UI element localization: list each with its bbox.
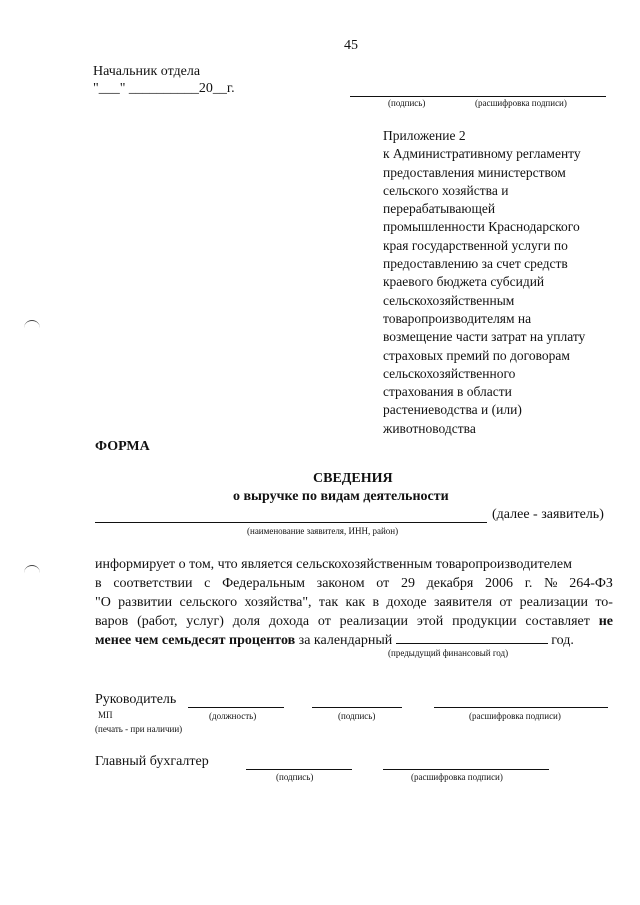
applicant-name-line bbox=[95, 522, 487, 523]
body-text: за календарный bbox=[295, 633, 396, 648]
annex-line: страхования в области bbox=[383, 384, 512, 400]
word: с bbox=[204, 576, 211, 591]
body-paragraph bbox=[95, 555, 613, 650]
annex-line: сельскохозяйственного bbox=[383, 365, 516, 381]
word: от bbox=[499, 595, 513, 610]
form-label: ФОРМА bbox=[95, 439, 150, 454]
word: заявителя bbox=[433, 595, 492, 610]
annex-line: промышленности Краснодарского bbox=[383, 219, 580, 235]
annex-line: края государственной услуги по bbox=[383, 237, 568, 253]
applicant-caption: (наименование заявителя, ИНН, район) bbox=[247, 526, 399, 536]
accountant-signature-caption: (подпись) bbox=[276, 772, 314, 782]
applicant-suffix: (далее - заявитель) bbox=[492, 507, 604, 522]
stamp-caption: (печать - при наличии) bbox=[95, 724, 183, 734]
annex-line: сельского хозяйства и bbox=[383, 182, 509, 198]
word: составляет bbox=[525, 614, 590, 629]
position-caption: (должность) bbox=[209, 711, 257, 721]
position-line bbox=[188, 707, 284, 708]
word: декабря bbox=[426, 576, 474, 591]
approval-date: "___" __________20__г. bbox=[93, 81, 235, 96]
word: (работ, bbox=[137, 614, 178, 629]
annex-line: Приложение 2 bbox=[383, 128, 466, 143]
annex-line: предоставления министерством bbox=[383, 164, 566, 180]
word: этой bbox=[416, 614, 444, 629]
document-title: СВЕДЕНИЯ bbox=[313, 471, 393, 486]
word: 2006 bbox=[485, 576, 514, 591]
word: в bbox=[95, 576, 102, 591]
annex-line: сельскохозяйственным bbox=[383, 292, 515, 308]
word: Федеральным bbox=[222, 576, 305, 591]
word: дохода bbox=[268, 614, 310, 629]
punch-mark bbox=[24, 565, 40, 576]
word: реализации bbox=[339, 614, 409, 629]
word: от bbox=[317, 614, 331, 629]
word: хозяйства", bbox=[244, 595, 312, 610]
body-line bbox=[95, 574, 613, 593]
annex-line: перерабатывающей bbox=[383, 201, 496, 217]
word: доходе bbox=[386, 595, 427, 610]
word: от bbox=[376, 576, 390, 591]
annex-line: краевого бюджета субсидий bbox=[383, 274, 545, 290]
signature-line bbox=[312, 707, 402, 708]
accountant-decode-line bbox=[383, 769, 549, 770]
word: варов bbox=[95, 614, 129, 629]
body-text: год. bbox=[547, 633, 574, 648]
annex-block bbox=[383, 127, 623, 438]
signature-caption: (подпись) bbox=[338, 711, 376, 721]
annex-line: страховых премий по договорам bbox=[383, 347, 570, 363]
body-line bbox=[95, 612, 613, 631]
bold-phrase: менее чем семьдесят процентов bbox=[95, 633, 296, 648]
word: не bbox=[598, 614, 613, 629]
word: то- bbox=[595, 595, 613, 610]
annex-line: к Административному регламенту bbox=[383, 146, 581, 162]
accountant-signature-line bbox=[246, 769, 352, 770]
document-subtitle: о выручке по видам деятельности bbox=[233, 489, 449, 504]
head-label: Руководитель bbox=[95, 692, 177, 707]
word: так bbox=[318, 595, 339, 610]
word: соответствии bbox=[113, 576, 193, 591]
decode-line bbox=[434, 707, 608, 708]
word: в bbox=[372, 595, 380, 610]
body-line bbox=[95, 631, 613, 650]
year-caption: (предыдущий финансовый год) bbox=[388, 648, 509, 658]
year-fill-line bbox=[396, 631, 548, 644]
accountant-decode-caption: (расшифровка подписи) bbox=[411, 772, 503, 782]
word: сельского bbox=[179, 595, 238, 610]
annex-line: возмещение части затрат на уплату bbox=[383, 329, 586, 345]
body-line bbox=[95, 593, 613, 612]
word: реализации bbox=[519, 595, 588, 610]
annex-line: животноводства bbox=[383, 420, 476, 436]
word: развитии bbox=[118, 595, 173, 610]
annex-line: товаропроизводителям на bbox=[383, 310, 532, 326]
decode-caption: (расшифровка подписи) bbox=[469, 711, 561, 721]
body-line: информирует о том, что является сельскохозяйственным товаропроизводителем bbox=[95, 557, 572, 572]
word: "О bbox=[95, 595, 111, 610]
word: г. bbox=[524, 576, 533, 591]
word: продукции bbox=[452, 614, 517, 629]
word: услуг) bbox=[186, 614, 224, 629]
punch-mark bbox=[24, 320, 40, 331]
word: № bbox=[544, 576, 558, 591]
annex-line: предоставлению за счет средств bbox=[383, 256, 568, 272]
word: 264-ФЗ bbox=[569, 576, 613, 591]
annex-line: растениеводства и (или) bbox=[383, 402, 522, 418]
header-decode-caption: (расшифровка подписи) bbox=[475, 98, 567, 108]
accountant-label: Главный бухгалтер bbox=[95, 754, 209, 769]
word: как bbox=[345, 595, 366, 610]
word: законом bbox=[316, 576, 365, 591]
page-number: 45 bbox=[344, 38, 358, 53]
header-signature-caption: (подпись) bbox=[388, 98, 426, 108]
mp-label: МП bbox=[98, 710, 113, 720]
header-signature-line bbox=[350, 96, 606, 97]
word: доля bbox=[232, 614, 261, 629]
head-of-department-label: Начальник отдела bbox=[93, 64, 201, 79]
word: 29 bbox=[400, 576, 415, 591]
